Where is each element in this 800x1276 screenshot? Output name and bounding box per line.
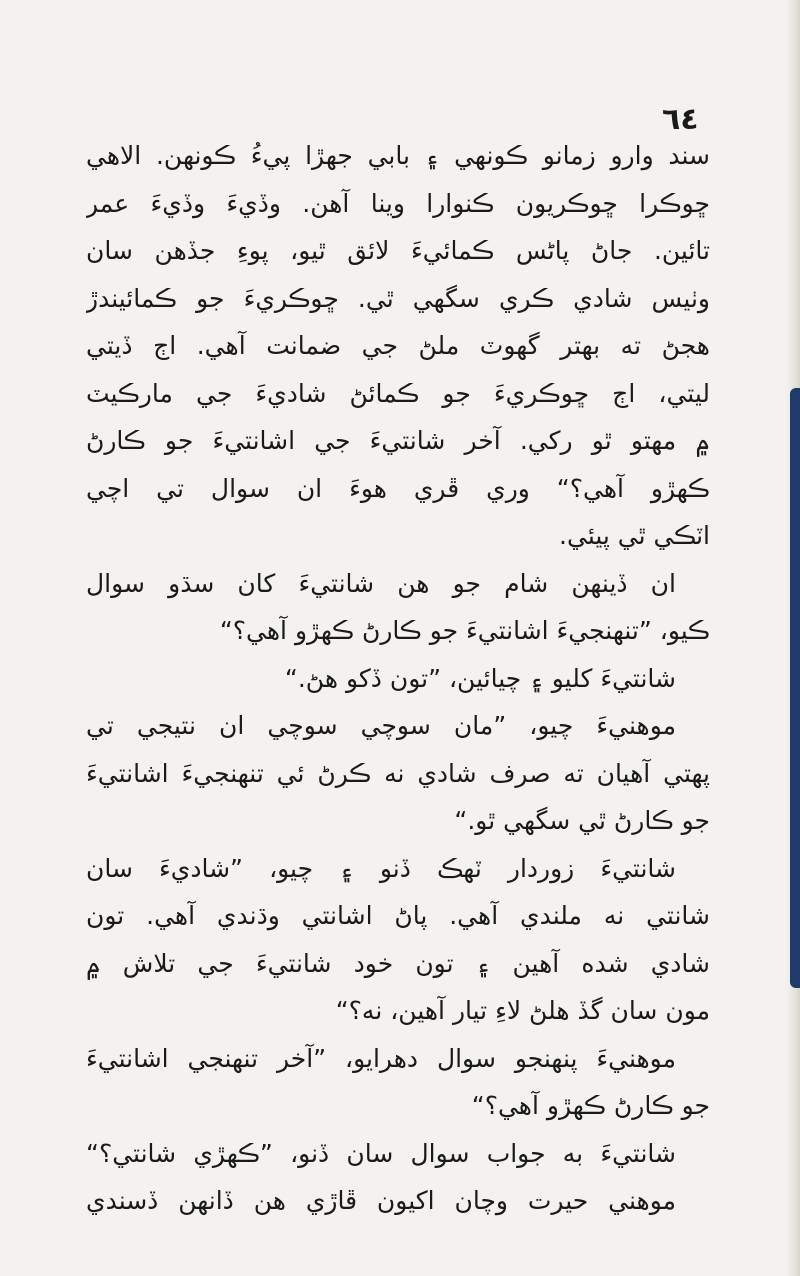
text-line: ان ڏينهن شام جو هن شانتيءَ کان سڌو سوال — [86, 568, 676, 598]
text-line: تائين. جاڻ پاڻس ڪمائيءَ لائق ٿيو، پوءِ جڏهن سان — [86, 236, 710, 265]
text-line: موهني حيرت وچان اکيون ڦاڙي هن ڏانهن ڏسندي — [86, 1186, 676, 1215]
text-line: ليتي، اڄ ڇوڪريءَ جو ڪمائڻ شاديءَ جي مارڪيٽ — [86, 378, 710, 408]
page-body-text — [86, 132, 710, 1225]
text-line: شانتيءَ زوردار ٽهڪ ڏنو ۽ چيو، ”شاديءَ سان — [86, 853, 676, 883]
text-line: وٺيس شادي ڪري سگهي ٿي. ڇوڪريءَ جو ڪمائيندڙ — [86, 283, 710, 313]
text-line: ۾ مهتو ٿو رکي. آخر شانتيءَ جي اشانتيءَ جو ڪارڻ — [86, 426, 710, 455]
text-line: شادي شده آهين ۽ تون خود شانتيءَ جي تلاش ۾ — [86, 948, 710, 978]
text-line: مون سان گڏ هلڻ لاءِ تيار آهين، نه؟“ — [335, 996, 710, 1025]
text-line: شانتي نه ملندي آهي. پاڻ اشانتي وڌندي آهي. تون — [86, 901, 710, 930]
text-line: موهنيءَ پنهنجو سوال دهرايو، ”آخر تنهنجي اشانتيءَ — [86, 1043, 676, 1073]
text-line: شانتيءَ کليو ۽ چيائين، ”تون ڏکو ھڻ.“ — [284, 663, 676, 693]
text-line: جو ڪارڻ ڪهڙو آهي؟“ — [471, 1091, 710, 1120]
text-line: ڪهڙو آهي؟“ وري ڦري هوءَ ان سوال تي اچي — [86, 473, 710, 503]
text-line: سند وارو زمانو ڪونهي ۽ بابي جهڙا پيءُ ڪونهن. الاهي — [86, 141, 710, 170]
text-line: ڇوڪرا ڇوڪريون ڪنوارا وينا آهن. وڏيءَ وڏيءَ عمر — [86, 188, 710, 218]
text-line: پهتي آهيان ته صرف شادي نه ڪرڻ ئي تنهنجيءَ اشانتيءَ — [86, 758, 710, 788]
text-line: هجڻ ته بهتر گهوٽ ملڻ جي ضمانت آهي. اڄ ڏيتي — [86, 331, 710, 360]
book-spine-mark — [790, 388, 800, 988]
text-line: موهنيءَ چيو، ”مان سوچي سوچي ان نتيجي تي — [86, 711, 676, 740]
text-line: ڪيو، ”تنهنجيءَ اشانتيءَ جو ڪارڻ ڪهڙو آهي؟“ — [219, 616, 710, 645]
text-line: جو ڪارڻ ٿي سگهي ٿو.“ — [454, 806, 710, 835]
text-line: اٽڪي ٿي پيئي. — [559, 521, 710, 550]
page-number: ٦٤ — [662, 102, 699, 137]
text-line: شانتيءَ به جواب سوال سان ڏنو، ”ڪهڙي شانتي؟“ — [86, 1138, 676, 1168]
